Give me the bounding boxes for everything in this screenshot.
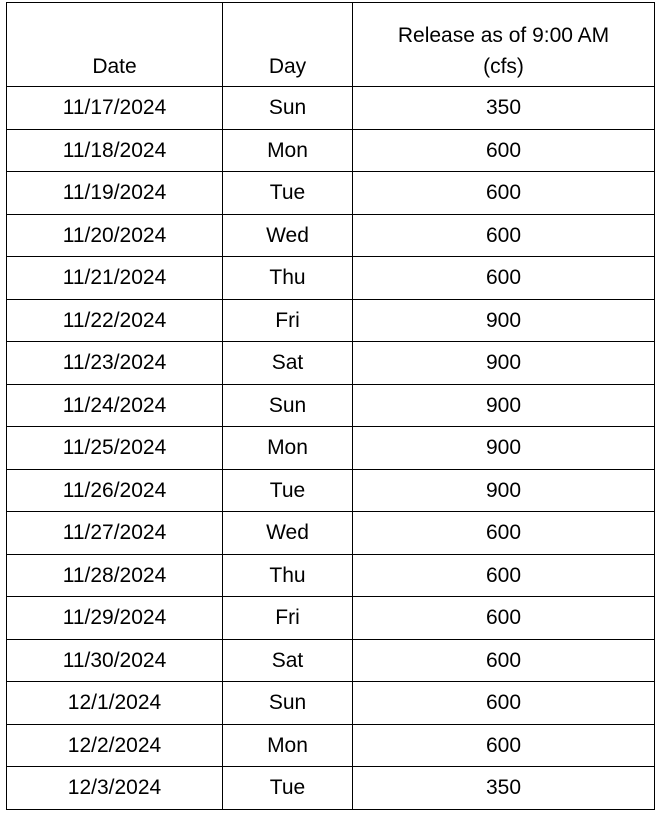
column-header-release (353, 3, 655, 87)
cell-date: 11/25/2024 (7, 427, 223, 470)
cell-day: Thu (223, 257, 353, 300)
cell-day: Mon (223, 129, 353, 172)
cell-date: 11/22/2024 (7, 299, 223, 342)
cell-day: Tue (223, 767, 353, 810)
column-header-day (223, 3, 353, 87)
cell-release: 600 (353, 597, 655, 640)
column-header-release-line1: Release as of 9:00 AM (397, 24, 610, 47)
cell-date: 11/18/2024 (7, 129, 223, 172)
table-row (7, 257, 655, 300)
release-schedule-table (6, 2, 655, 810)
cell-day: Sun (223, 384, 353, 427)
cell-day: Fri (223, 597, 353, 640)
table-header (7, 3, 655, 87)
table-header-row (7, 3, 655, 87)
cell-day: Fri (223, 299, 353, 342)
cell-release: 600 (353, 257, 655, 300)
cell-release: 600 (353, 214, 655, 257)
cell-day: Mon (223, 427, 353, 470)
cell-day: Wed (223, 512, 353, 555)
column-header-day-label: Day (268, 55, 307, 78)
table-row (7, 172, 655, 215)
table-body (7, 87, 655, 810)
cell-release: 600 (353, 724, 655, 767)
cell-date: 11/21/2024 (7, 257, 223, 300)
cell-release: 900 (353, 427, 655, 470)
cell-day: Sat (223, 639, 353, 682)
table-row (7, 299, 655, 342)
column-header-release-line2: (cfs) (483, 55, 524, 78)
table-row (7, 724, 655, 767)
cell-release: 600 (353, 129, 655, 172)
cell-date: 11/29/2024 (7, 597, 223, 640)
cell-release: 600 (353, 172, 655, 215)
table-row (7, 469, 655, 512)
cell-release: 350 (353, 767, 655, 810)
cell-date: 11/24/2024 (7, 384, 223, 427)
cell-day: Thu (223, 554, 353, 597)
cell-release: 350 (353, 87, 655, 130)
column-header-date (7, 3, 223, 87)
cell-date: 11/30/2024 (7, 639, 223, 682)
table-row (7, 554, 655, 597)
cell-day: Sun (223, 682, 353, 725)
cell-release: 600 (353, 639, 655, 682)
cell-day: Sat (223, 342, 353, 385)
table-row (7, 597, 655, 640)
table-row (7, 639, 655, 682)
cell-date: 11/19/2024 (7, 172, 223, 215)
cell-release: 600 (353, 554, 655, 597)
cell-date: 11/23/2024 (7, 342, 223, 385)
cell-date: 12/1/2024 (7, 682, 223, 725)
table-row (7, 682, 655, 725)
cell-release: 600 (353, 512, 655, 555)
table-row (7, 342, 655, 385)
table-row (7, 512, 655, 555)
cell-date: 11/28/2024 (7, 554, 223, 597)
column-header-date-label: Date (92, 55, 137, 78)
cell-date: 11/20/2024 (7, 214, 223, 257)
cell-date: 11/27/2024 (7, 512, 223, 555)
table-row (7, 427, 655, 470)
cell-release: 900 (353, 299, 655, 342)
cell-release: 600 (353, 682, 655, 725)
table-row (7, 214, 655, 257)
cell-day: Tue (223, 172, 353, 215)
cell-release: 900 (353, 384, 655, 427)
cell-day: Wed (223, 214, 353, 257)
cell-date: 11/17/2024 (7, 87, 223, 130)
table-row (7, 767, 655, 810)
cell-release: 900 (353, 469, 655, 512)
table-row (7, 384, 655, 427)
cell-date: 12/2/2024 (7, 724, 223, 767)
document-sheet (0, 2, 660, 816)
table-row (7, 87, 655, 130)
cell-release: 900 (353, 342, 655, 385)
cell-day: Sun (223, 87, 353, 130)
cell-day: Mon (223, 724, 353, 767)
cell-date: 12/3/2024 (7, 767, 223, 810)
cell-day: Tue (223, 469, 353, 512)
cell-date: 11/26/2024 (7, 469, 223, 512)
table-row (7, 129, 655, 172)
